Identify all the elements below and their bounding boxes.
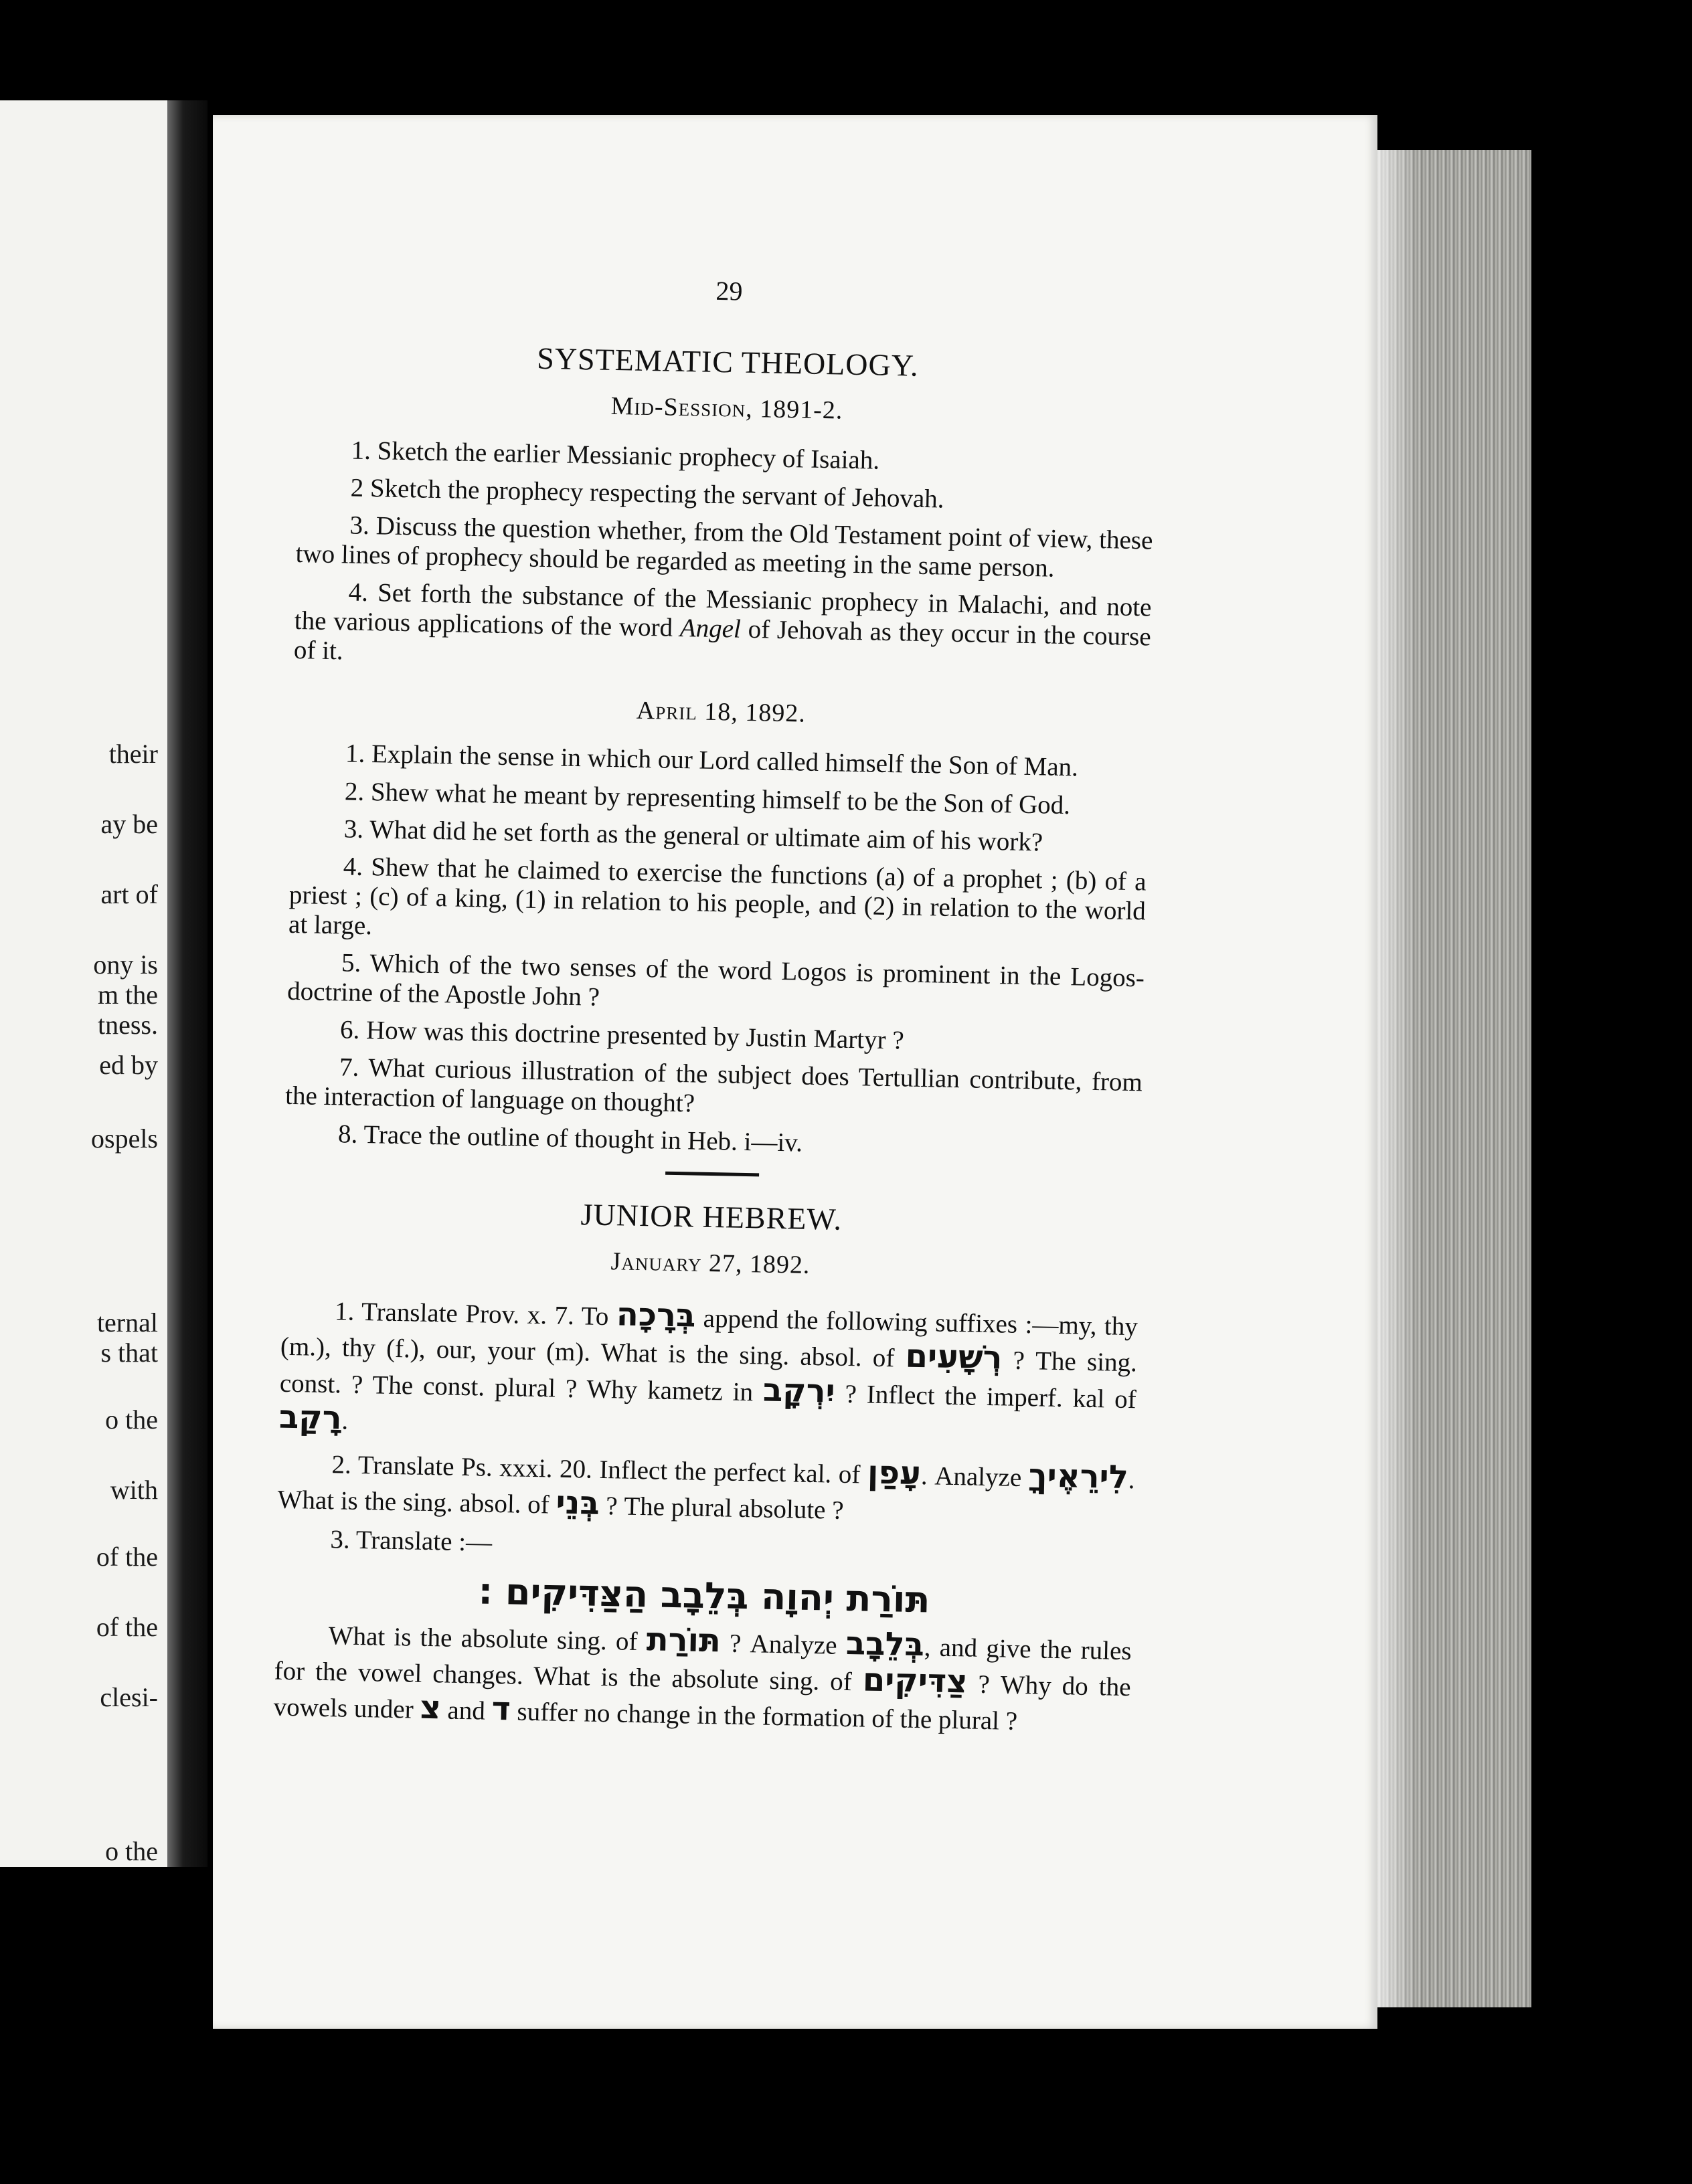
left-facing-page [0, 100, 171, 1867]
left-page-line: ternal [96, 1307, 158, 1338]
book-gutter [167, 100, 207, 1867]
question-hebrew-3-label: 3. Translate :— [330, 1524, 493, 1557]
question: 4. Set forth the substance of the Messianic prophecy in Malachi, and note the various applications of the word Angel of Jehovah as they occur in the course of it. [293, 577, 1152, 666]
hebrew-word: בְּרָכָה [616, 1295, 696, 1335]
hebrew-letter: צ [419, 1688, 442, 1727]
left-page-line: clesi- [100, 1682, 158, 1712]
hebrew-word: עָפַן [867, 1453, 922, 1493]
left-page-line: tness. [98, 1010, 158, 1040]
hebrew-letter: ד [491, 1690, 511, 1728]
hebrew-word: לִירֵאֶיךָ [1028, 1457, 1129, 1497]
hebrew-passage: תּוֹרַת יְהוָה בְּלֵבָב הַצַּדִּיקִים : [477, 1570, 931, 1621]
hebrew-word: בְּנֵי [556, 1483, 600, 1523]
section-title-junior-hebrew: JUNIOR HEBREW. [580, 1197, 843, 1237]
session-label: January 27, 1892. [610, 1247, 811, 1280]
question: 1. Explain the sense in which our Lord called himself the Son of Man. [345, 739, 1079, 782]
question: 4. Shew that he claimed to exercise the functions (a) of a prophet ; (b) of a priest ; (c) of a king, (1) in relation to his people, and (2) in relation to the world at large. [288, 852, 1147, 940]
left-page-line: art of [100, 879, 158, 909]
left-page-line: m the [98, 980, 158, 1010]
hebrew-word: בְּלֵבָב [845, 1624, 925, 1663]
session-label: Mid-Session, 1891-2. [610, 392, 843, 425]
left-page-line: their [108, 739, 158, 769]
question: 8. Trace the outline of thought in Heb. i—iv. [337, 1119, 803, 1158]
left-page-line: of the [96, 1612, 158, 1642]
hebrew-word: תּוֹרַת [646, 1620, 722, 1660]
question-hebrew-3: What is the absolute sing. of תּוֹרַת ? Analyze בְּלֵבָב, and give the rules for the vowel changes. What is the absolute sing. of צַדִּיקִים ? Why do the vowels under צ and ד suffer no change in the formation of the plural ? [273, 1620, 1132, 1736]
left-page-line: ay be [100, 809, 158, 839]
left-page-line: o the [105, 1836, 158, 1866]
left-page-line: ony is [93, 949, 158, 980]
left-page-line: ed by [99, 1050, 158, 1080]
left-page-line: ospels [91, 1123, 158, 1154]
page-number: 29 [715, 275, 743, 306]
section-divider [665, 1172, 759, 1177]
section-title-systematic-theology: SYSTEMATIC THEOLOGY. [536, 341, 920, 383]
question: 6. How was this doctrine presented by Justin Martyr ? [339, 1015, 905, 1055]
left-page-line: o the [105, 1404, 158, 1435]
left-page-line: of the [96, 1542, 158, 1572]
question: 1. Sketch the earlier Messianic prophecy of Isaiah. [351, 436, 880, 475]
question: 2 Sketch the prophecy respecting the servant of Jehovah. [350, 473, 944, 514]
page-content [273, 268, 1158, 1747]
question: 7. What curious illustration of the subject does Tertullian contribute, from the interaction of language on thought? [284, 1053, 1143, 1118]
question-hebrew-2: 2. Translate Ps. xxxi. 20. Inflect the perfect kal. of עָפַן. Analyze לִירֵאֶיךָ. What is the sing. absol. of בְּנֵי ? The plural absolute ? [277, 1450, 1135, 1526]
question: 3. Discuss the question whether, from the Old Testament point of view, these two lines of prophecy should be regarded as meeting in the same person. [295, 511, 1153, 583]
session-label: April 18, 1892. [636, 696, 807, 728]
page-edge-shade [1377, 150, 1418, 2007]
left-page-line: with [110, 1475, 158, 1505]
question-hebrew-1: 1. Translate Prov. x. 7. To בְּרָכָה append the following suffixes :—my, thy (m.), thy (f.), our, your (m). What is the sing. absol. of רְשָׁעִים ? The sing. const. ? The const. plural ? Why kametz in יִרְקָב ? Inflect the imperf. kal of רָקַב. [278, 1295, 1138, 1437]
hebrew-word: צַדִּיקִים [862, 1661, 968, 1701]
hebrew-word: רְשָׁעִים [905, 1337, 1003, 1377]
hebrew-word: יִרְקָב [762, 1371, 836, 1410]
question: 5. Which of the two senses of the word Logos is prominent in the Logos-doctrine of the Apostle John ? [286, 948, 1145, 1012]
left-page-line: s that [100, 1338, 158, 1368]
hebrew-word: רָקַב [278, 1398, 343, 1437]
question: 2. Shew what he meant by representing himself to be the Son of God. [344, 776, 1071, 820]
question: 3. What did he set forth as the general or ultimate aim of his work? [343, 814, 1043, 857]
